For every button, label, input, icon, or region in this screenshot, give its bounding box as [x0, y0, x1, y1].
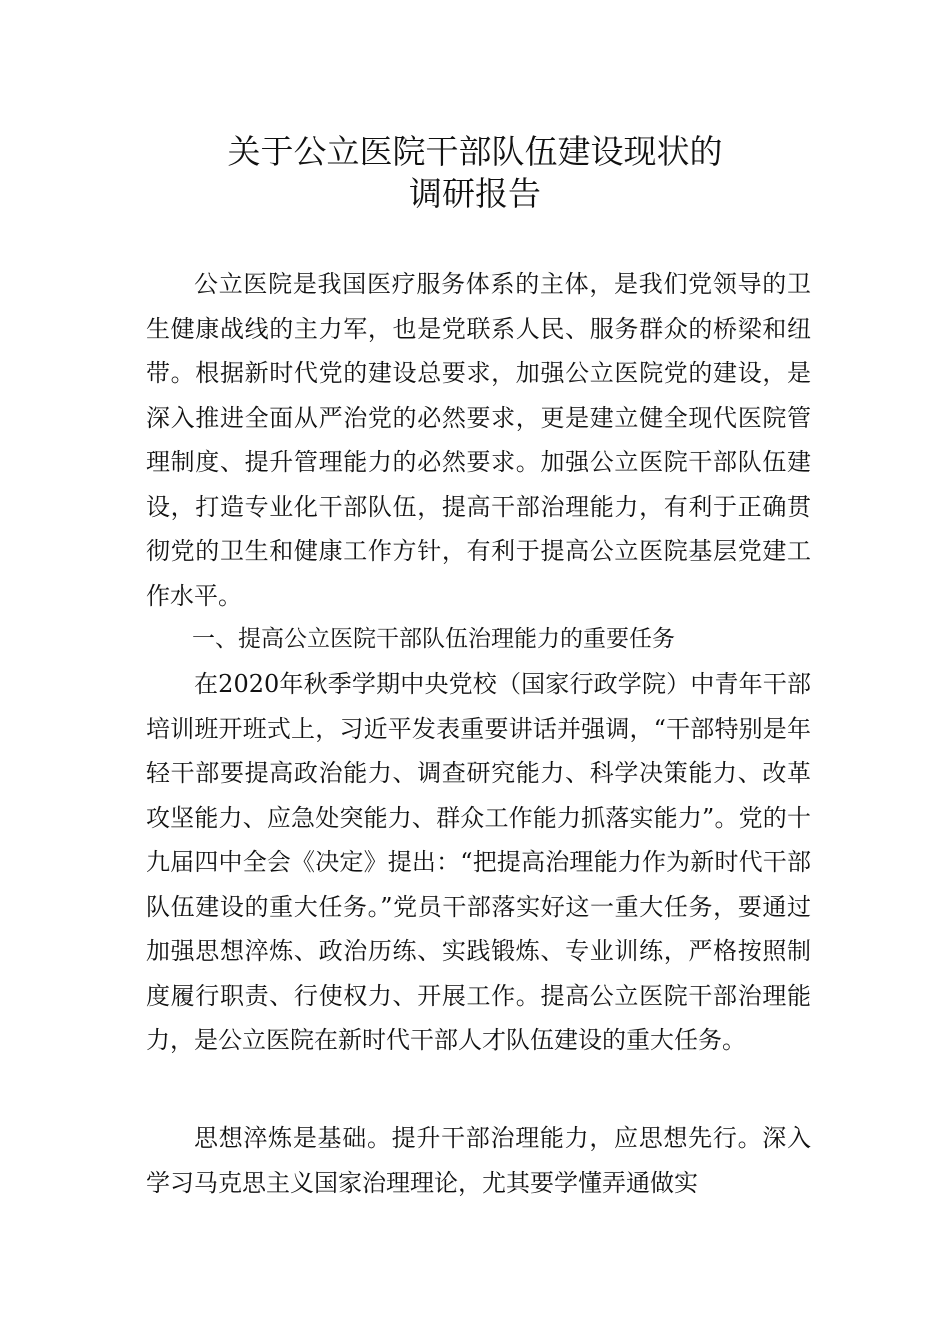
section-paragraph-1: 在2020年秋季学期中央党校（国家行政学院）中青年干部培训班开班式上，习近平发表重要讲话并强调，“干部特别是年轻干部要提高政治能力、调查研究能力、科学决策能力、改革攻坚能力、应急处突能力、群众工作能力抓落实能力”。党的十九届四中全会《决定》提出：“把提高治理能力作为新时代干部队伍建设的重大任务。”党员干部落实好这一重大任务，要通过加强思想淬炼、政治历练、实践锻炼、专业训练，严格按照制度履行职责、行使权力、开展工作。提高公立医院干部治理能力，是公立医院在新时代干部人才队伍建设的重大任务。 [146, 670, 811, 1054]
section-paragraph-2: 思想淬炼是基础。提升干部治理能力，应思想先行。深入学习马克思主义国家治理理论，尤其要学懂弄通做实 [146, 1124, 811, 1197]
section-heading: 一、提高公立医院干部队伍治理能力的重要任务 [192, 626, 675, 652]
document-title-line-2: 调研报告 [409, 174, 541, 213]
document-title-line-1: 关于公立医院干部队伍建设现状的 [227, 132, 723, 171]
intro-paragraph: 公立医院是我国医疗服务体系的主体，是我们党领导的卫生健康战线的主力军，也是党联系人民、服务群众的桥梁和纽带。根据新时代党的建设总要求，加强公立医院党的建设，是深入推进全面从严治党的必然要求，更是建立健全现代医院管理制度、提升管理能力的必然要求。加强公立医院干部队伍建设，打造专业化干部队伍，提高干部治理能力，有利于正确贯彻党的卫生和健康工作方针，有利于提高公立医院基层党建工作水平。 [146, 270, 811, 610]
